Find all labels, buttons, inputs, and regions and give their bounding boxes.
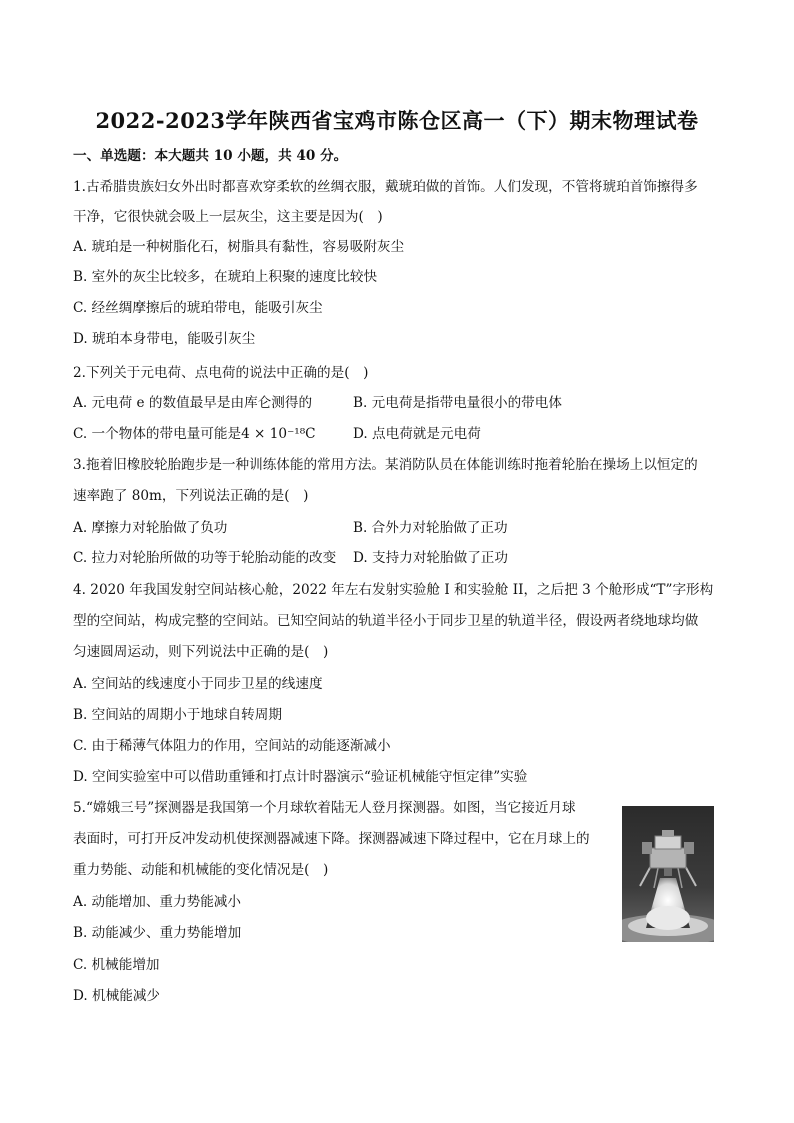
question-2-option-b: B. 元电荷是指带电量很小的带电体 — [353, 395, 562, 411]
question-5-option-a: A. 动能增加、重力势能减小 — [73, 894, 241, 910]
question-3-line-2: 速率跑了 80m，下列说法正确的是( ) — [73, 488, 309, 504]
question-5-line-1: 5.“嫦娥三号”探测器是我国第一个月球软着陆无人登月探测器。如图，当它接近月球 — [73, 800, 576, 816]
question-3-option-c: C. 拉力对轮胎所做的功等于轮胎动能的改变 — [73, 550, 337, 566]
question-1-line-1: 1.古希腊贵族妇女外出时都喜欢穿柔软的丝绸衣服，戴琥珀做的首饰。人们发现，不管将琥珀首饰擦得多 — [73, 179, 698, 195]
question-1-option-b: B. 室外的灰尘比较多，在琥珀上积聚的速度比较快 — [73, 269, 378, 285]
question-1-option-c: C. 经丝绸摩擦后的琥珀带电，能吸引灰尘 — [73, 300, 323, 316]
question-2-option-c: C. 一个物体的带电量可能是4 × 10⁻¹⁸C — [73, 426, 316, 442]
question-1-line-2: 干净，它很快就会吸上一层灰尘，这主要是因为( ) — [73, 209, 383, 225]
page-title: 2022-2023学年陕西省宝鸡市陈仓区高一（下）期末物理试卷 — [95, 108, 699, 133]
question-3-line-1: 3.拖着旧橡胶轮胎跑步是一种训练体能的常用方法。某消防队员在体能训练时拖着轮胎在操场上以恒定的 — [73, 457, 698, 473]
question-5-option-d: D. 机械能减少 — [73, 988, 161, 1004]
question-4-option-a: A. 空间站的线速度小于同步卫星的线速度 — [73, 676, 323, 692]
question-4-option-b: B. 空间站的周期小于地球自转周期 — [73, 707, 282, 723]
question-2-option-d: D. 点电荷就是元电荷 — [353, 426, 481, 442]
section-heading: 一、单选题：本大题共 10 小题，共 40 分。 — [73, 148, 348, 164]
question-3-option-d: D. 支持力对轮胎做了正功 — [353, 550, 508, 566]
question-5-option-c: C. 机械能增加 — [73, 957, 160, 973]
question-4-line-2: 型的空间站，构成完整的空间站。已知空间站的轨道半径小于同步卫星的轨道半径，假设两者绕地球均做 — [73, 613, 699, 629]
question-3-option-b: B. 合外力对轮胎做了正功 — [353, 520, 508, 536]
question-4-line-3: 匀速圆周运动，则下列说法中正确的是( ) — [73, 644, 329, 660]
question-2-option-a: A. 元电荷 e 的数值最早是由库仑测得的 — [73, 395, 313, 411]
question-4-line-1: 4. 2020 年我国发射空间站核心舱，2022 年左右发射实验舱 I 和实验舱 II，之后把 3 个舱形成“T”字形构 — [73, 582, 714, 598]
question-4-option-c: C. 由于稀薄气体阻力的作用，空间站的动能逐渐减小 — [73, 738, 391, 754]
question-2-line-1: 2.下列关于元电荷、点电荷的说法中正确的是( ) — [73, 365, 369, 381]
question-1-option-d: D. 琥珀本身带电，能吸引灰尘 — [73, 331, 256, 347]
question-5-line-2: 表面时，可打开反冲发动机使探测器减速下降。探测器减速下降过程中，它在月球上的 — [73, 831, 590, 847]
question-3-option-a: A. 摩擦力对轮胎做了负功 — [73, 520, 228, 536]
question-4-option-d: D. 空间实验室中可以借助重锤和打点计时器演示“验证机械能守恒定律”实验 — [73, 769, 528, 785]
question-5-line-3: 重力势能、动能和机械能的变化情况是( ) — [73, 862, 329, 878]
lunar-lander-photo — [622, 806, 714, 942]
question-5-option-b: B. 动能减少、重力势能增加 — [73, 925, 242, 941]
question-1-option-a: A. 琥珀是一种树脂化石，树脂具有黏性，容易吸附灰尘 — [73, 239, 405, 255]
